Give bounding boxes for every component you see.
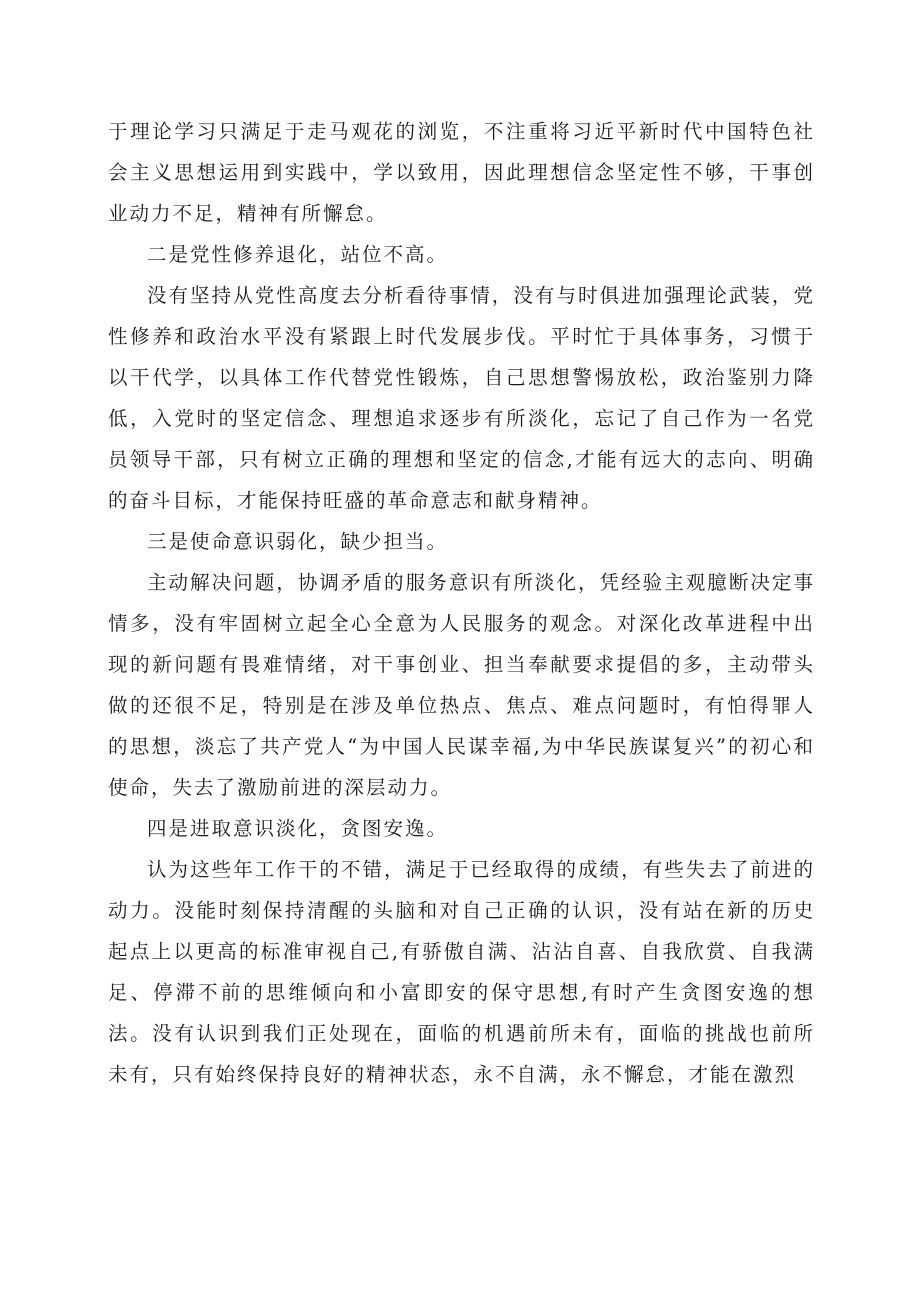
paragraph: 主动解决问题，协调矛盾的服务意识有所淡化，凭经验主观臆断决定事情多，没有牢固树立起全心全意为人民服务的观念。对深化改革进程中出现的新问题有畏难情绪，对干事创业、担当奉献要求提倡的多，主动带头做的还很不足，特别是在涉及单位热点、焦点、难点问题时，有怕得罪人的思想，淡忘了共产党人“为中国人民谋幸福,为中华民族谋复兴”的初心和使命，失去了激励前进的深层动力。 bbox=[108, 571, 815, 799]
document-body bbox=[108, 111, 815, 1095]
section-heading-2: 二是党性修养退化，站位不高。 bbox=[147, 243, 449, 266]
paragraph-continuation: 于理论学习只满足于走马观花的浏览，不注重将习近平新时代中国特色社会主义思想运用到实践中，学以致用，因此理想信念坚定性不够，干事创业动力不足，精神有所懈怠。 bbox=[108, 120, 815, 225]
paragraph: 没有坚持从党性高度去分析看待事情，没有与时俱进加强理论武装，党性修养和政治水平没有紧跟上时代发展步伐。平时忙于具体事务，习惯于以干代学，以具体工作代替党性锻炼，自己思想警惕放松，政治鉴别力降低，入党时的坚定信念、理想追求逐步有所淡化，忘记了自己作为一名党员领导干部，只有树立正确的理想和坚定的信念,才能有远大的志向、明确的奋斗目标，才能保持旺盛的革命意志和献身精神。 bbox=[108, 284, 815, 512]
section-heading-4: 四是进取意识淡化，贪图安逸。 bbox=[147, 817, 449, 840]
section-heading-3: 三是使命意识弱化，缺少担当。 bbox=[147, 530, 449, 553]
paragraph: 认为这些年工作干的不错，满足于已经取得的成绩，有些失去了前进的动力。没能时刻保持清醒的头脑和对自己正确的认识，没有站在新的历史起点上以更高的标准审视自己,有骄傲自满、沾沾自喜、自我欣赏、自我满足、停滞不前的思维倾向和小富即安的保守思想,有时产生贪图安逸的想法。没有认识到我们正处现在，面临的机遇前所未有，面临的挑战也前所未有，只有始终保持良好的精神状态，永不自满，永不懈怠，才能在激烈 bbox=[108, 858, 815, 1086]
